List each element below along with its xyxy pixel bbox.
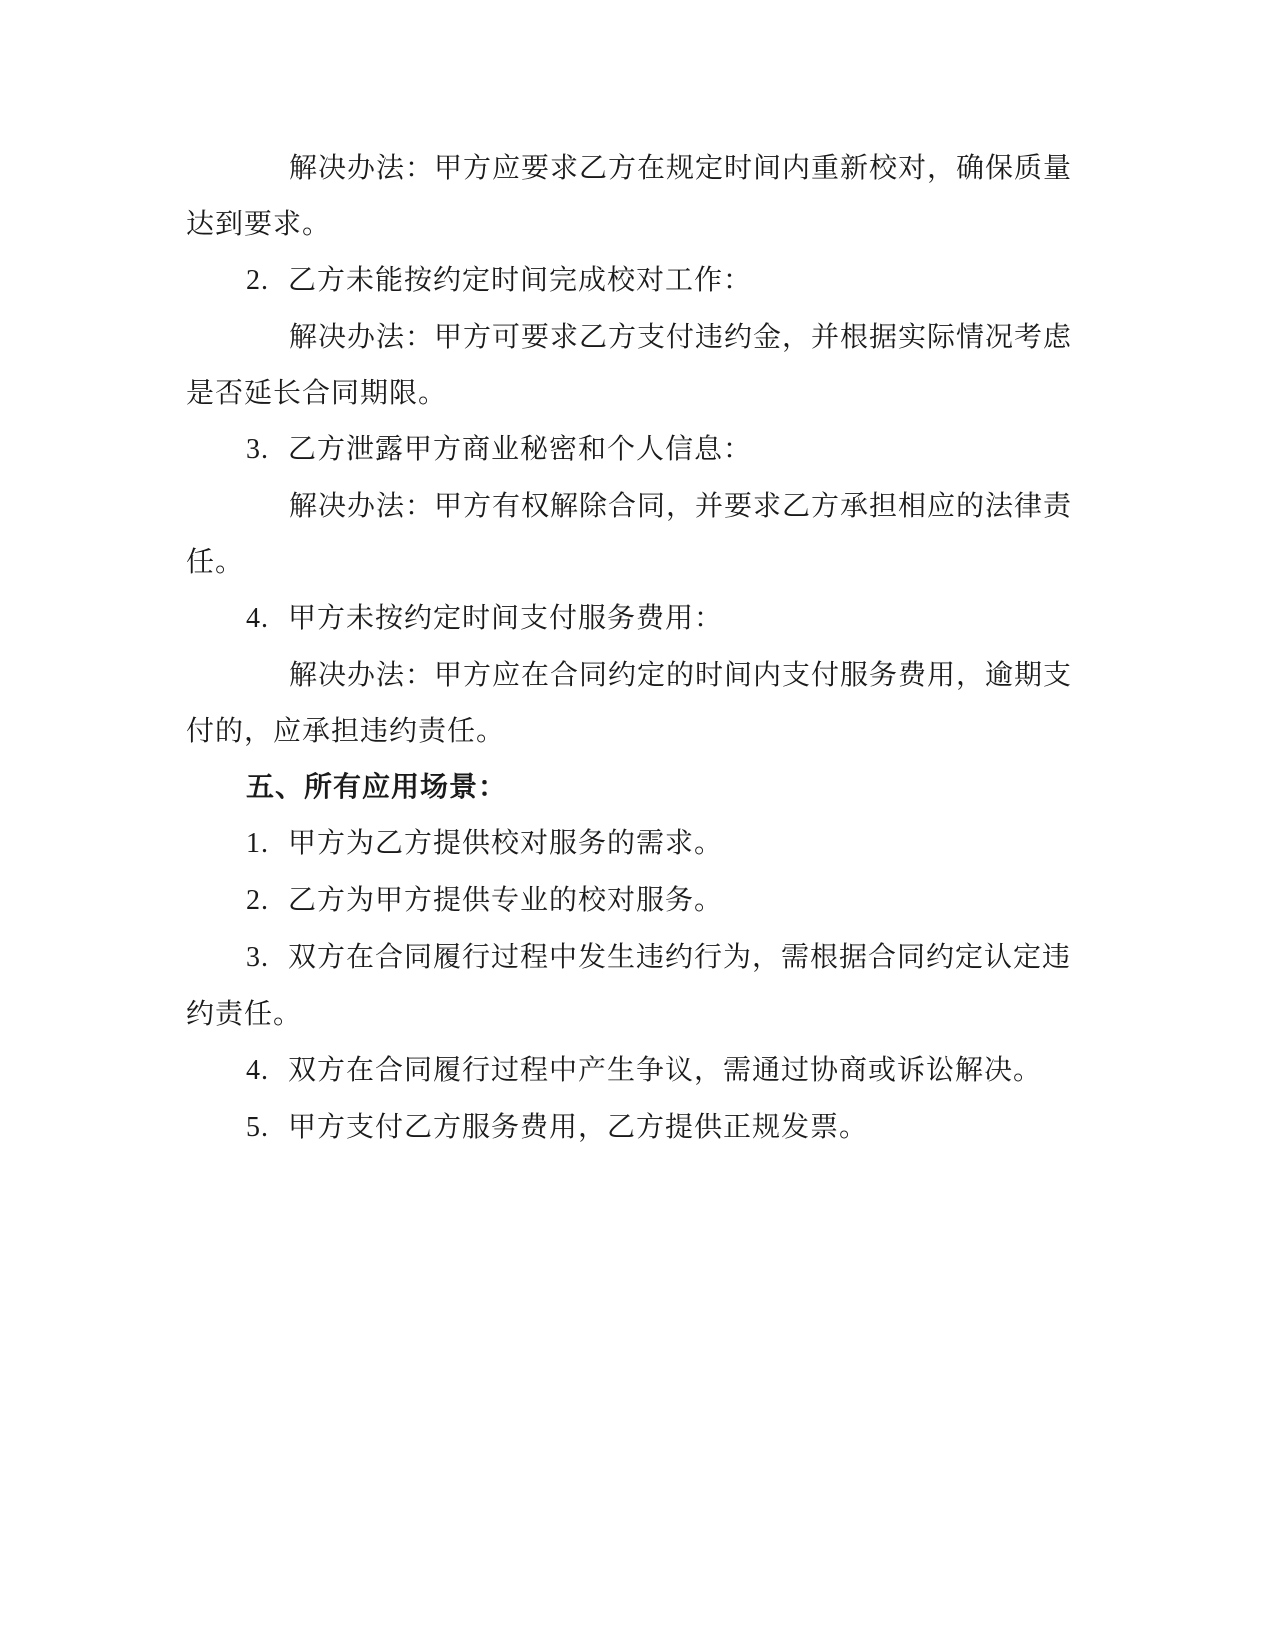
section-heading-5: 五、所有应用场景： bbox=[246, 770, 508, 803]
solution-paragraph-2: 解决办法：甲方可要求乙方支付违约金，并根据实际情况考虑是否延长合同期限。 bbox=[186, 320, 1073, 409]
list-item-3 bbox=[186, 421, 1076, 478]
list-item-text: 甲方支付乙方服务费用，乙方提供正规发票。 bbox=[288, 1110, 869, 1143]
solution-paragraph-1: 解决办法：甲方应要求乙方在规定时间内重新校对，确保质量达到要求。 bbox=[186, 151, 1073, 240]
scenario-item-4 bbox=[186, 1042, 1076, 1099]
list-item-text: 双方在合同履行过程中发生违约行为，需根据合同约定认定违约责任。 bbox=[186, 940, 1072, 1030]
scenario-item-1 bbox=[186, 815, 1076, 872]
list-item-number: 3. bbox=[246, 942, 269, 973]
list-item-text: 双方在合同履行过程中产生争议，需通过协商或诉讼解决。 bbox=[288, 1053, 1043, 1086]
solution-paragraph-4: 解决办法：甲方应在合同约定的时间内支付服务费用，逾期支付的，应承担违约责任。 bbox=[186, 658, 1073, 747]
scenario-item-2 bbox=[186, 872, 1076, 929]
list-item-text: 甲方为乙方提供校对服务的需求。 bbox=[288, 826, 724, 859]
list-item-text: 甲方未按约定时间支付服务费用： bbox=[288, 601, 724, 634]
list-item-4 bbox=[186, 590, 1076, 647]
scenario-item-5 bbox=[186, 1099, 1076, 1156]
list-item-number: 2. bbox=[246, 265, 269, 296]
scenario-item-3 bbox=[186, 929, 1076, 1042]
list-item-2 bbox=[186, 252, 1076, 309]
document-body bbox=[186, 140, 1076, 1156]
solution-paragraph-3: 解决办法：甲方有权解除合同，并要求乙方承担相应的法律责任。 bbox=[186, 489, 1073, 578]
list-item-number: 1. bbox=[246, 828, 269, 859]
list-item-text: 乙方泄露甲方商业秘密和个人信息： bbox=[288, 432, 753, 465]
list-item-text: 乙方未能按约定时间完成校对工作： bbox=[288, 263, 753, 296]
list-item-number: 5. bbox=[246, 1112, 269, 1143]
list-item-number: 4. bbox=[246, 1055, 269, 1086]
list-item-number: 4. bbox=[246, 603, 269, 634]
list-item-number: 3. bbox=[246, 434, 269, 465]
list-item-text: 乙方为甲方提供专业的校对服务。 bbox=[288, 883, 724, 916]
list-item-number: 2. bbox=[246, 885, 269, 916]
